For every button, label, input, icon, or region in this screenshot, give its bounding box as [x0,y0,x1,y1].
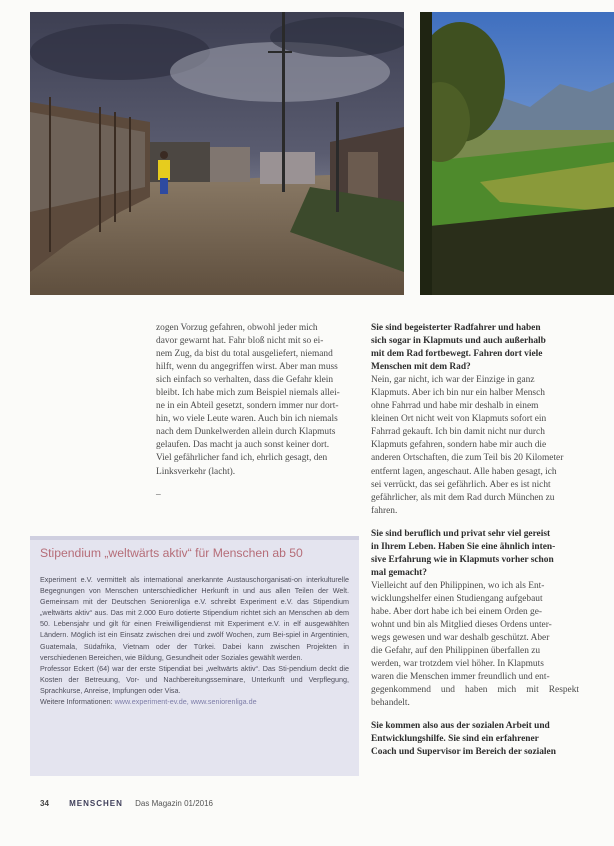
question-line: mit dem Rad fortbewegt. Fahren dort viele [371,349,543,360]
issue-label: Das Magazin 01/2016 [135,799,213,808]
mid-line: gelaufen. Das macht ja auch sonst keiner dort. [156,440,330,451]
mid-line: sich einfach so verhalten, dass die Gefahr klein [156,375,334,386]
middle-column [156,322,360,502]
question-line: sich sogar in Klapmuts und auch außerhalb [371,336,546,347]
mid-line: ne in ein Abteil gesetzt, sondern immer nur dort- [156,401,339,412]
answer-line: werden, war trotzdem viel höher. In Klapmuts [371,659,544,670]
mid-line: bleibt. Ich habe mich zum Beispiel niemals allei- [156,388,340,399]
answer-line: Vielleicht auf den Philippinen, wo ich als Ent- [371,580,545,591]
answer-line: sei verrückt, das sei gefährlich. Aber es ist nicht [371,479,551,490]
info-links[interactable]: www.experiment-ev.de, www.seniorenliga.de [114,697,257,707]
info-box-title: Stipendium „weltwärts aktiv“ für Menschen ab 50 [40,546,303,560]
answer-line: wegs gewesen und war deshalb geschützt. Aber [371,633,550,644]
question-line: Menschen mit dem Rad? [371,362,471,373]
info-paragraph: Professor Eckert (64) war der erste Stipendiat bei „weltwärts aktiv“. Das Sti-pendium deckt die Kosten der Betreuung, Vor- und Nachbereitungsseminare, Unterkunft und Verpflegung, Sprachkurse, Anreise, Impfungen oder Visa. [40,663,349,695]
question-line: Sie kommen also aus der sozialen Arbeit und [371,721,550,732]
mid-line: Viel gefährlicher fand ich, ehrlich gesagt, den [156,453,328,464]
mid-line: zogen Vorzug gefahren, obwohl jeder mich [156,323,318,333]
info-paragraph: Experiment e.V. vermittelt als international anerkannte Austauschorganisati-on interkulturelle Begegnungen von Menschen unterschiedlicher Herkunft in und aus allen Teilen der Welt. Gemeinsam mit der Deutschen Seniorenliga e.V. schreibt Experiment e.V. das Stipendium „weltwärts aktiv“ aus. Das mit 2.000 Euro dotierte Stipendium richtet sich an Menschen ab dem 50. Lebensjahr und gilt für einen Freiwilligendienst mit Experiment e.V. in elf ausgewählten Ländern. Möglich ist ein Einsatz zwischen drei und zwölf Wochen, zum Bei-spiel in Argentinien, Guatemala, Südafrika, Vietnam oder der Türkei. Dabei kann zwischen Projekten in verschiedenen Bereichen, wie Bildung, Gesundheit oder Soziales gewählt werden. [40,575,349,662]
page-footer [40,799,213,808]
answer-line: gefährlicher, als mit dem Rad durch München zu [371,492,555,503]
answer-line: Klapmuts. Aber ich bin nur ein halber Mensch [371,388,545,399]
landscape-mountains-photo [420,12,614,295]
mid-line: nem Zug, da bist du total ausgeliefert, niemand [156,349,333,360]
answer-line: ohne Fahrrad und habe mir deshalb in einem [371,401,539,412]
answer-line: waren die Menschen immer freundlich und ent- [371,672,550,683]
answer-line: gegenkommend und haben mich mit Respekt behandelt. [371,685,579,709]
answer-line: anderen Ortschaften, die zum Teil bis 20 Kilometer [371,453,564,464]
answer-line: die Gefahr, auf den Philippinen überfallen zu [371,646,541,657]
question-line: Sie sind begeisterter Radfahrer und haben [371,323,541,333]
page-number: 34 [40,799,49,808]
question-line: Sie sind beruflich und privat sehr viel gereist [371,528,551,539]
stipend-info-box [30,536,359,776]
mid-line: davor gewarnt hat. Fahr bloß nicht mit so ei- [156,336,324,347]
end-mark: – [156,489,161,500]
answer-line: wohnt und bin als Mitglied dieses Ordens unter- [371,620,552,631]
answer-line: habe. Aber dort habe ich bei einem Orden ge- [371,606,543,617]
question-line: Entwicklungshilfe. Sie sind ein erfahrener [371,734,539,745]
info-label: Weitere Informationen: [40,697,113,707]
answer-line: Klapmuts gefahren, sondern habe mir auch die [371,440,547,451]
answer-line: wicklungshelfer einen Studiengang aufgebaut [371,593,543,604]
question-line: mal gemacht? [371,567,427,578]
answer-line: Nein, gar nicht, ich war der Einzige in ganz [371,375,535,386]
answer-line: kleinen Ort nicht weit von Klapmuts sofort ein [371,414,547,425]
mid-line: hin, wo viele Leute waren. Auch bin ich niemals [156,414,338,425]
question-line: sive Erfahrung wie in Klapmuts vorher schon [371,554,554,565]
mid-line: Linksverkehr (lacht). [156,466,236,477]
info-contact [40,696,349,707]
box-top-stripe [30,536,359,540]
answer-line: entfernt lagen, angeschaut. Alle haben gesagt, ich [371,466,557,477]
township-street-photo [30,12,404,295]
question-line: Coach und Supervisor im Bereich der sozialen [371,747,556,758]
answer-line: Fahrrad gekauft. Ich bin damit nicht nur durch [371,427,545,438]
mid-line: nach dem Dunkelwerden allein durch Klapmuts [156,427,336,438]
magazine-name: MENSCHEN [69,799,123,808]
answer-line: fahren. [371,505,398,516]
question-line: in Ihrem Leben. Haben Sie eine ähnlich inten- [371,541,556,552]
info-box-body [40,574,349,707]
right-column [371,322,579,760]
mid-line: hilft, wenn du angegriffen wirst. Aber man muss [156,362,338,373]
